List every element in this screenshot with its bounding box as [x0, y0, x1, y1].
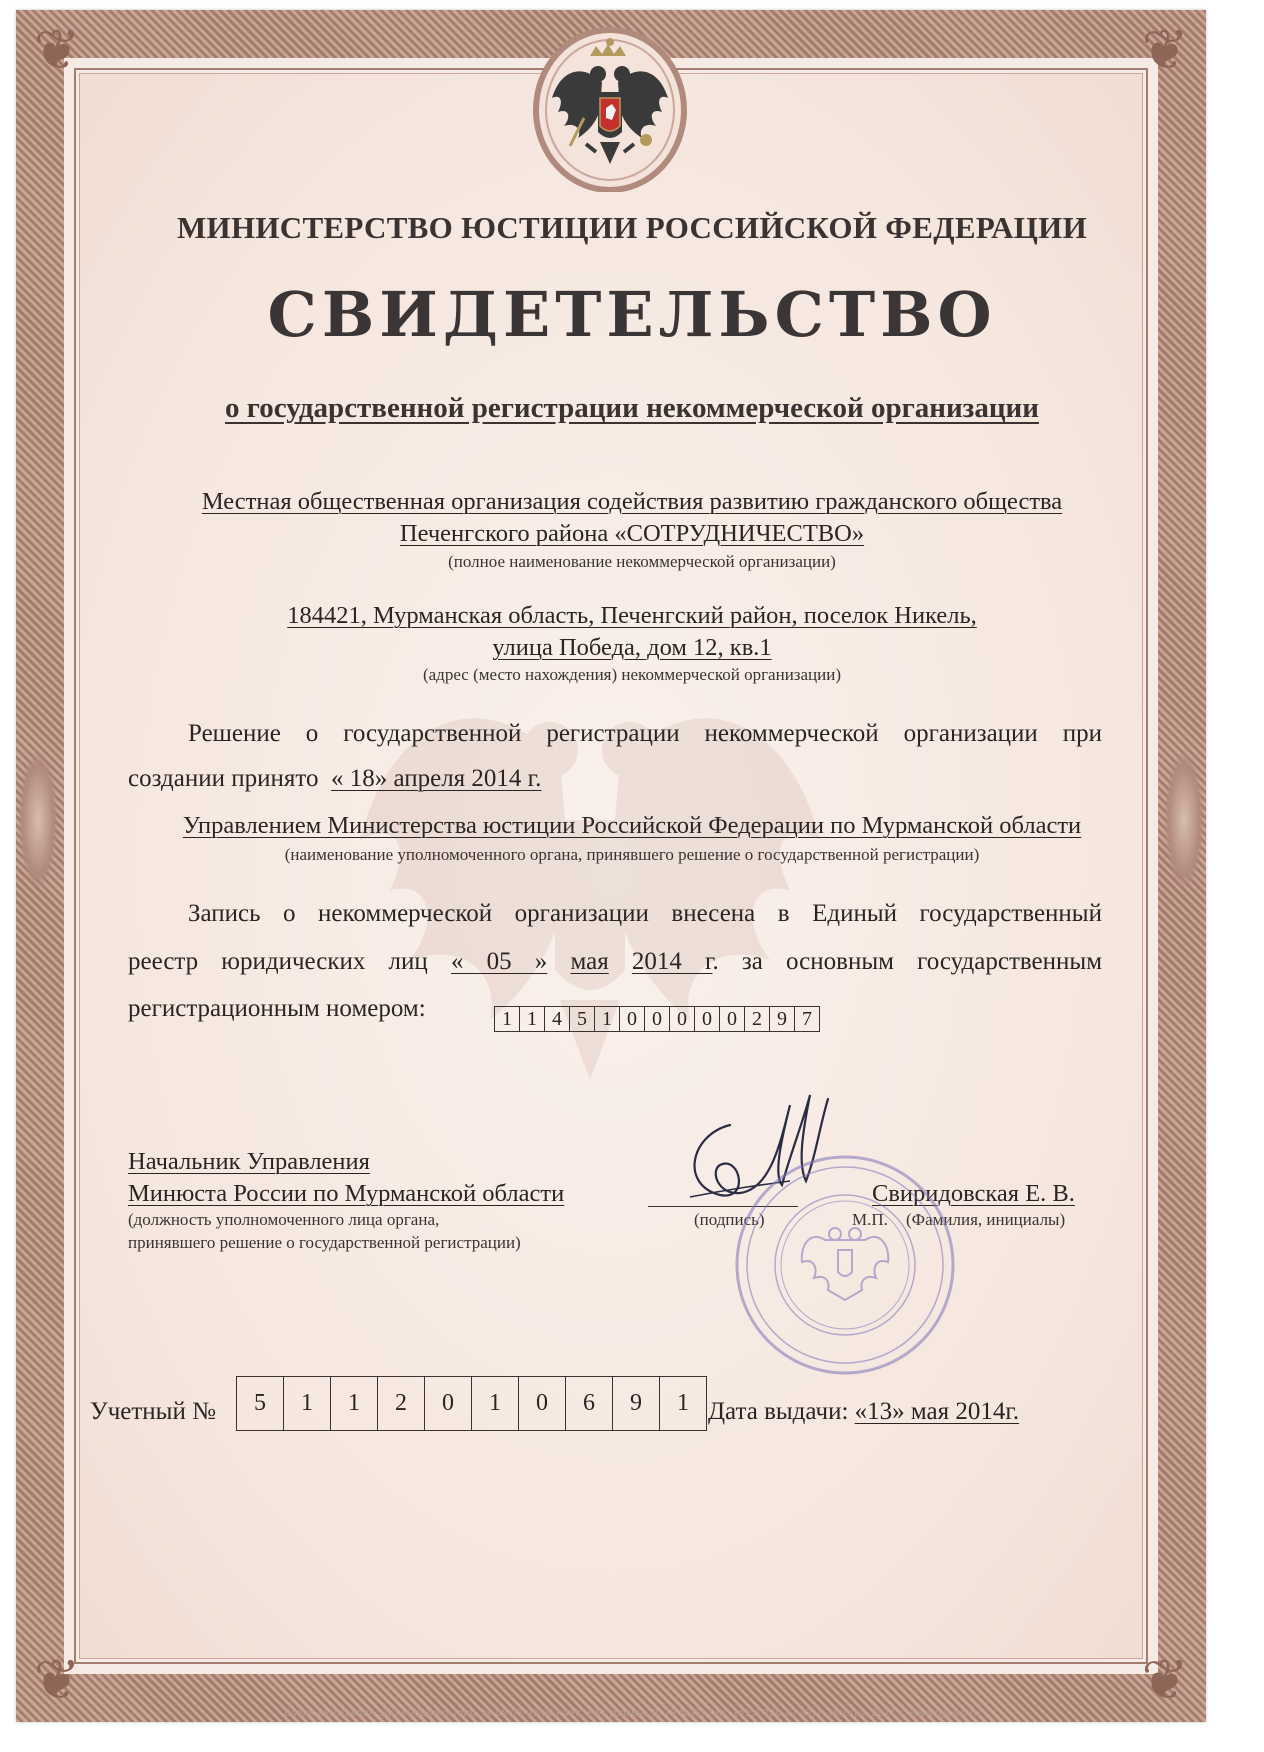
signatory-position-line2 — [128, 1180, 564, 1208]
digit-cell: 2 — [378, 1377, 425, 1430]
corner-ornament-icon: ❦ — [33, 1650, 81, 1712]
org-address-hint: (адрес (место нахождения) некоммерческой организации) — [422, 665, 842, 684]
digit-cell: 5 — [237, 1377, 284, 1430]
org-address-line2-text: улица Победа, дом 12, кв.1 — [492, 634, 772, 661]
decision-line2 — [128, 765, 541, 793]
digit-cell: 1 — [520, 1007, 545, 1031]
digit-cell: 1 — [472, 1377, 519, 1430]
digit-cell: 5 — [570, 1007, 595, 1031]
org-name-hint: (полное наименование некоммерческой организации) — [448, 552, 836, 571]
record-line2 — [128, 948, 1102, 976]
digit-cell: 4 — [545, 1007, 570, 1031]
issue-date-label: Дата выдачи: — [708, 1398, 849, 1425]
record-line2-prefix: реестр юридических лиц — [128, 948, 428, 975]
org-name-line1 — [0, 488, 1264, 516]
coat-of-arms-emblem — [530, 22, 690, 192]
decision-authority-text: Управлением Министерства юстиции Российской Федерации по Мурманской области — [182, 812, 1082, 839]
signatory-position-hint-line1: (должность уполномоченного лица органа, — [128, 1210, 440, 1229]
ogrn-number-grid — [494, 1006, 820, 1032]
org-name-line1-text: Местная общественная организация содействия развитию гражданского общества — [201, 488, 1063, 515]
signatory-position-line1-text: Начальник Управления — [128, 1148, 370, 1175]
signatory-position-hint-line2: принявшего решение о государственной регистрации) — [128, 1233, 521, 1252]
digit-cell: 1 — [284, 1377, 331, 1430]
digit-cell: 7 — [795, 1007, 820, 1031]
decision-line2-prefix: создании принято — [128, 765, 319, 792]
digit-cell: 0 — [645, 1007, 670, 1031]
org-name-line2-text: Печенгского района «СОТРУДНИЧЕСТВО» — [399, 520, 865, 547]
digit-cell: 0 — [695, 1007, 720, 1031]
digit-cell: 6 — [566, 1377, 613, 1430]
certificate-subtitle-text: о государственной регистрации некоммерческой организации — [225, 392, 1039, 424]
signatory-position-line1 — [128, 1148, 370, 1176]
org-address-line1 — [0, 602, 1264, 630]
digit-cell: 9 — [613, 1377, 660, 1430]
issue-date-value: «13» мая 2014г. — [854, 1398, 1020, 1425]
blank-print-info: Бланк изготовлен ЗАО «Опцион» (лиц. № 05-05-09/003 ФНС РФ) уровень В, ТЗ №32, Тел.: (495) 726-47-42, г. Москва, 2011 г. www.opcion.ru — [284, 1708, 980, 1719]
record-line1: Запись о некоммерческой организации внесена в Единый государственный — [188, 900, 1102, 927]
official-stamp-seal — [730, 1150, 960, 1380]
digit-cell: 0 — [519, 1377, 566, 1430]
decision-line1: Решение о государственной регистрации некоммерческой организации при — [188, 720, 1102, 747]
digit-cell: 0 — [620, 1007, 645, 1031]
digit-cell: 2 — [745, 1007, 770, 1031]
decision-date: « 18» апреля 2014 г. — [330, 765, 542, 792]
org-name-line2 — [0, 520, 1264, 548]
signatory-position-line2-text: Минюста России по Мурманской области — [128, 1180, 565, 1207]
decision-authority — [0, 812, 1264, 840]
certificate-subtitle — [0, 392, 1264, 425]
corner-ornament-icon: ❦ — [1141, 1650, 1189, 1712]
digit-cell: 9 — [770, 1007, 795, 1031]
digit-cell: 1 — [660, 1377, 707, 1430]
decision-authority-hint: (наименование уполномоченного органа, принявшего решение о государственной регистрации) — [284, 845, 980, 864]
record-line3: регистрационным номером: — [128, 995, 426, 1022]
digit-cell: 1 — [595, 1007, 620, 1031]
ministry-heading: МИНИСТЕРСТВО ЮСТИЦИИ РОССИЙСКОЙ ФЕДЕРАЦИИ — [176, 210, 1088, 245]
corner-ornament-icon: ❦ — [33, 20, 81, 82]
record-date-month: мая — [570, 948, 609, 975]
certificate-title: СВИДЕТЕЛЬСТВО — [267, 278, 997, 351]
digit-cell: 0 — [720, 1007, 745, 1031]
record-date-day: « 05 » — [450, 948, 548, 975]
digit-cell: 1 — [331, 1377, 378, 1430]
corner-ornament-icon: ❦ — [1141, 20, 1189, 82]
digit-cell: 0 — [670, 1007, 695, 1031]
signatory-name-text: Свиридовская Е. В. — [872, 1180, 1075, 1207]
record-line2-suffix: . за основным государственным — [712, 948, 1103, 975]
signature-hint: (подпись) — [694, 1210, 765, 1229]
watermark-eagle-icon — [330, 640, 850, 1120]
record-date-year: 2014 г — [631, 948, 713, 975]
org-address-line1-text: 184421, Мурманская область, Печенгский район, поселок Никель, — [287, 602, 977, 629]
account-number-label: Учетный № — [90, 1398, 216, 1425]
signatory-name-hint: (Фамилия, инициалы) — [906, 1210, 1066, 1229]
digit-cell: 0 — [425, 1377, 472, 1430]
seal-hint: М.П. — [852, 1210, 888, 1229]
org-address-line2 — [0, 634, 1264, 662]
account-number-grid — [236, 1376, 707, 1431]
digit-cell: 1 — [495, 1007, 520, 1031]
issue-date-row — [708, 1398, 1019, 1426]
